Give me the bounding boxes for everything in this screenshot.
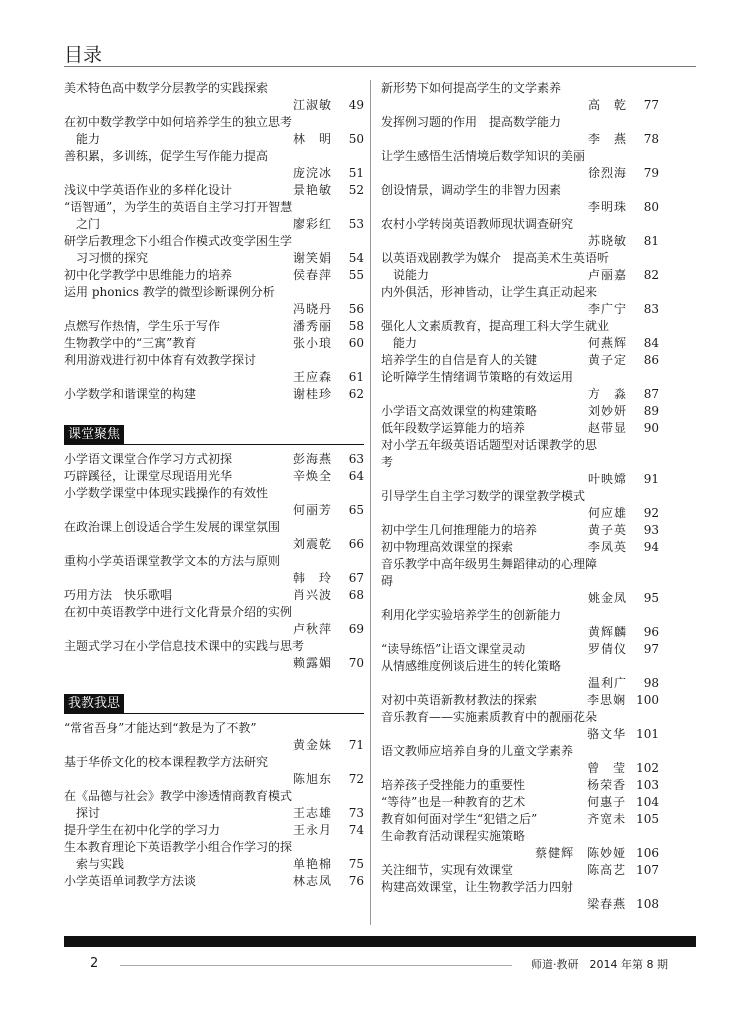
entry-page: 49 [348,98,364,112]
entry-byline-line [381,301,659,318]
entry-author: 温利广 [587,676,627,690]
entry-title-continued: 能力 [76,132,101,146]
entry-page: 62 [348,387,364,401]
entry-byline [293,250,364,267]
entry-author: 李凤英 [587,540,627,554]
entry-byline-line [64,502,364,519]
toc-entry [381,794,659,811]
entry-page: 64 [348,469,364,483]
entry-page: 101 [636,727,659,741]
entry-byline-line [381,471,659,488]
toc-entry [64,604,364,638]
toc-entry [381,318,659,352]
entry-byline [293,335,364,352]
entry-byline [293,386,364,403]
entry-author: 卢丽嘉 [587,268,627,282]
entry-author: 王应森 [292,370,332,384]
section-heading: 课堂聚焦 [64,425,124,445]
entry-author: 卢秋萍 [292,622,332,636]
toc-entry [64,80,364,114]
entry-title-continued: 习习惯的探究 [76,251,149,265]
entry-byline [587,862,659,879]
entry-author: 梁春燕 [587,897,627,911]
entry-author: 曾 莹 [587,761,627,775]
footer-bar [64,936,696,947]
toc-entry [381,556,659,607]
toc-entry [64,148,364,182]
entry-author: 林志凤 [292,874,332,888]
entry-page: 84 [643,336,659,350]
entry-title: 美术特色高中数学分层教学的实践探索 [64,81,269,95]
entry-title: 让学生感悟生活情境后数学知识的美丽 [381,149,586,163]
entry-page: 67 [348,571,364,585]
entry-byline-line [381,590,659,607]
entry-page: 100 [636,693,659,707]
entry-title: 农村小学转岗英语教师现状调查研究 [381,217,574,231]
entry-page: 71 [348,738,364,752]
toc-entry [381,658,659,692]
toc-entry [64,114,364,148]
footer-rule [120,965,512,966]
toc-entry [64,267,364,284]
toc-entry [64,352,364,386]
toc-entry [381,862,659,879]
entry-author: 刘妙妍 [587,404,627,418]
entry-author: 赖露媚 [292,656,332,670]
entry-title: 初中学生几何推理能力的培养 [381,523,538,537]
entry-page: 79 [643,166,659,180]
section-heading: 我教我思 [64,694,124,714]
toc-entry [64,720,364,754]
entry-author: 徐烈海 [587,166,627,180]
entry-title: 引导学生自主学习数学的课堂教学模式 [381,489,586,503]
entry-byline [293,587,364,604]
entry-author: 谢笑娟 [292,251,332,265]
entry-author: 李明珠 [587,200,627,214]
entry-title: 生本教育理论下英语教学小组合作学习的探 [64,840,293,854]
entry-author: 何应雄 [587,506,627,520]
toc-entry [381,488,659,522]
entry-page: 107 [636,863,659,877]
entry-byline [293,468,364,485]
entry-author: 韩 玲 [292,571,332,585]
entry-title: 利用化学实验培养学生的创新能力 [381,608,562,622]
entry-page: 83 [643,302,659,316]
entry-author: 苏晓敏 [587,234,627,248]
entry-author: 骆文华 [587,727,627,741]
entry-title: 初中物理高效课堂的探索 [381,540,514,554]
entry-title: 运用 phonics 教学的微型诊断课例分析 [64,285,275,299]
entry-title: “常省吾身”才能达到“教是为了不教” [64,721,257,735]
toc-entry [381,114,659,148]
entry-title-continued: 能力 [393,336,418,350]
entry-author: 刘震乾 [292,537,332,551]
entry-title: 小学数学课堂中体现实践操作的有效性 [64,486,269,500]
toc-entry [64,873,364,890]
entry-author: 侯春萍 [292,268,332,282]
entry-author: 陈旭东 [292,772,332,786]
entry-title: 内外俱活，形神皆动，让学生真正动起来 [381,285,598,299]
entry-author: 齐宽未 [587,812,627,826]
entry-title: 发挥例习题的作用 提高数学能力 [381,115,562,129]
entry-author: 陈高艺 [587,863,627,877]
toc-entry [64,485,364,519]
entry-page: 61 [348,370,364,384]
entry-author: 罗倩仪 [587,642,627,656]
entry-author: 叶映嫦 [587,472,627,486]
entry-title: 创设情景，调动学生的非智力因素 [381,183,562,197]
entry-page: 98 [643,676,659,690]
entry-title: 教育如何面对学生“犯错之后” [381,812,538,826]
entry-byline-line [64,536,364,553]
entry-title: 音乐教育——实施素质教育中的靓丽花朵 [381,710,598,724]
entry-page: 63 [348,452,364,466]
toc-entry [381,692,659,709]
entry-title: 巧用方法 快乐歌唱 [64,588,173,602]
entry-author: 廖彩红 [292,217,332,231]
title-divider [64,66,696,67]
entry-byline-line [381,131,659,148]
entry-author: 赵带显 [587,421,627,435]
entry-byline-line [64,771,364,788]
entry-byline-line [381,505,659,522]
entry-page: 108 [636,897,659,911]
entry-title: 对小学五年级英语话题型对话课教学的思考 [381,438,598,469]
entry-byline [588,352,659,369]
toc-entry [381,284,659,318]
toc-entry [381,420,659,437]
entry-title: 关注细节，实现有效课堂 [381,863,514,877]
entry-byline-line [381,760,659,777]
entry-byline [588,420,659,437]
entry-author: 王志雄 [292,806,332,820]
entry-byline [293,805,364,822]
entry-author: 何燕辉 [587,336,627,350]
toc-entry [64,638,364,672]
entry-byline-line [381,233,659,250]
entry-byline-line [381,896,659,913]
entry-title: 低年段数学运算能力的培养 [381,421,526,435]
toc-entry [381,369,659,403]
entry-byline-line [64,737,364,754]
entry-page: 58 [348,319,364,333]
entry-page: 68 [348,588,364,602]
page-title: 目录 [64,44,103,66]
entry-page: 80 [643,200,659,214]
entry-title: 在初中数学教学中如何培养学生的独立思考 [64,115,293,129]
entry-author: 蔡健辉 陈妙娅 [535,846,627,860]
entry-byline [588,522,659,539]
toc-entry [381,641,659,658]
entry-author: 庞浣冰 [292,166,332,180]
entry-page: 52 [348,183,364,197]
entry-page: 92 [643,506,659,520]
entry-title: 构建高效课堂，让生物教学活力四射 [381,880,574,894]
toc-entry [64,182,364,199]
entry-page: 89 [643,404,659,418]
entry-title: 音乐教学中高年级男生舞蹈律动的心理障碍 [381,557,598,588]
entry-page: 76 [348,874,364,888]
toc-entry [381,811,659,828]
entry-title: 强化人文素质教育，提高理工科大学生就业 [381,319,610,333]
entry-author: 黄子定 [587,353,627,367]
entry-title: 培养孩子受挫能力的重要性 [381,778,526,792]
toc-entry [64,335,364,352]
entry-title: 从情感维度例谈后进生的转化策略 [381,659,562,673]
entry-title: 初中化学教学中思维能力的培养 [64,268,233,282]
entry-page: 51 [348,166,364,180]
entry-author: 黄子英 [587,523,627,537]
toc-entry [64,553,364,587]
entry-title: 生物教学中的“三寓”教育 [64,336,197,350]
entry-page: 56 [348,302,364,316]
entry-title: 培养学生的自信是育人的关键 [381,353,538,367]
entry-title: 语文教师应培养自身的儿童文学素养 [381,744,574,758]
entry-author: 杨荣香 [587,778,627,792]
entry-page: 97 [643,642,659,656]
entry-byline-line [381,726,659,743]
entry-title: 生命教育活动课程实施策略 [381,829,526,843]
toc-entry [64,318,364,335]
entry-page: 104 [636,795,659,809]
entry-byline [293,267,364,284]
entry-byline [293,216,364,233]
entry-page: 93 [643,523,659,537]
entry-title: 论听障学生情绪调节策略的有效运用 [381,370,574,384]
entry-title: 提升学生在初中化学的学习力 [64,823,221,837]
entry-page: 66 [348,537,364,551]
entry-title: 点燃写作热情，学生乐于写作 [64,319,221,333]
entry-title: “读导练悟”让语文课堂灵动 [381,642,526,656]
entry-author: 高 乾 [587,98,627,112]
entry-title-continued: 索与实践 [76,857,125,871]
entry-title: 基于华侨文化的校本课程教学方法研究 [64,755,269,769]
entry-author: 景艳敏 [292,183,332,197]
entry-page: 106 [636,846,659,860]
entry-author: 黄金妹 [292,738,332,752]
entry-page: 77 [643,98,659,112]
entry-author: 李广宁 [587,302,627,316]
entry-byline [588,335,659,352]
entry-page: 55 [348,268,364,282]
toc-entry [64,587,364,604]
entry-author: 姚金凤 [587,591,627,605]
entry-page: 105 [636,812,659,826]
entry-page: 81 [643,234,659,248]
entry-byline [587,811,659,828]
toc-entry [64,284,364,318]
toc-entry [381,879,659,913]
toc-entry [64,233,364,267]
entry-byline [587,794,659,811]
entry-author: 黄辉麟 [587,625,627,639]
entry-byline-line [381,845,659,862]
entry-page: 54 [348,251,364,265]
toc-entry [381,777,659,794]
entry-title: 新形势下如何提高学生的文学素养 [381,81,562,95]
entry-byline-line [381,675,659,692]
toc-entry [64,386,364,403]
entry-author: 李 燕 [587,132,627,146]
entry-title: 小学英语单词教学方法谈 [64,874,197,888]
toc-right-column [381,80,659,913]
toc-entry [64,199,364,233]
entry-byline [588,641,659,658]
entry-author: 江淑敏 [292,98,332,112]
entry-title: 浅议中学英语作业的多样化设计 [64,183,233,197]
entry-author: 冯晓丹 [292,302,332,316]
page-number: 2 [90,956,99,971]
toc-entry [381,828,659,862]
entry-author: 潘秀丽 [292,319,332,333]
entry-author: 肖兴波 [292,588,332,602]
entry-title: 在《品德与社会》教学中渗透情商教育模式 [64,789,293,803]
toc-entry [381,352,659,369]
entry-byline-line [64,655,364,672]
entry-byline [293,873,364,890]
entry-author: 辛焕全 [292,469,332,483]
entry-page: 78 [643,132,659,146]
entry-page: 96 [643,625,659,639]
entry-page: 74 [348,823,364,837]
entry-page: 102 [636,761,659,775]
toc-entry [64,754,364,788]
entry-byline [293,822,364,839]
entry-author: 彭海燕 [292,452,332,466]
entry-title: 研学后教理念下小组合作模式改变学困生学 [64,234,293,248]
entry-author: 林 明 [292,132,332,146]
toc-entry [64,839,364,873]
entry-byline-line [381,386,659,403]
entry-title: 利用游戏进行初中体育有效教学探讨 [64,353,257,367]
toc-entry [381,80,659,114]
entry-page: 95 [643,591,659,605]
toc-entry [64,451,364,468]
entry-byline [293,856,364,873]
entry-byline [587,692,659,709]
entry-byline [588,539,659,556]
entry-author: 李思娴 [587,693,627,707]
toc-entry [64,519,364,553]
entry-title: 重构小学英语课堂教学文本的方法与原则 [64,554,281,568]
entry-title: 巧辟蹊径，让课堂尽现语用光华 [64,469,233,483]
entry-page: 73 [348,806,364,820]
entry-byline [293,318,364,335]
entry-title: “等待”也是一种教育的艺术 [381,795,526,809]
column-divider [370,80,371,925]
entry-page: 75 [348,857,364,871]
entry-byline-line [64,165,364,182]
entry-author: 张小琅 [292,336,332,350]
entry-title: 以英语戏剧教学为媒介 提高美术生英语听 [381,251,610,265]
toc-entry [381,148,659,182]
entry-title: 在初中英语教学中进行文化背景介绍的实例 [64,605,293,619]
entry-author: 王永月 [292,823,332,837]
entry-byline-line [64,301,364,318]
entry-byline-line [64,570,364,587]
entry-title: 小学数学和谐课堂的构建 [64,387,197,401]
entry-byline [293,131,364,148]
entry-page: 72 [348,772,364,786]
entry-page: 82 [643,268,659,282]
toc-entry [381,182,659,216]
entry-author: 单艳棉 [292,857,332,871]
toc-entry [381,522,659,539]
entry-byline-line [381,97,659,114]
entry-byline-line [64,621,364,638]
toc-left-column [64,80,364,890]
entry-page: 86 [643,353,659,367]
toc-entry [381,607,659,641]
entry-byline [293,182,364,199]
entry-byline-line [381,199,659,216]
toc-entry [381,403,659,420]
entry-title: 小学语文高效课堂的构建策略 [381,404,538,418]
toc-entry [64,468,364,485]
entry-title: “语智通”，为学生的英语自主学习打开智慧 [64,200,293,214]
entry-author: 何丽芳 [292,503,332,517]
entry-byline-line [64,369,364,386]
entry-page: 50 [348,132,364,146]
entry-page: 103 [636,778,659,792]
journal-issue: 师道·教研 2014 年第 8 期 [531,958,668,971]
entry-page: 53 [348,217,364,231]
toc-entry [381,216,659,250]
toc-entry [381,539,659,556]
entry-title-continued: 之门 [76,217,101,231]
entry-title: 小学语文课堂合作学习方式初探 [64,452,233,466]
entry-title: 在政治课上创设适合学生发展的课堂氛围 [64,520,281,534]
entry-page: 69 [348,622,364,636]
entry-page: 70 [348,656,364,670]
entry-page: 91 [643,472,659,486]
toc-entry [64,822,364,839]
toc-entry [381,250,659,284]
entry-byline [588,403,659,420]
entry-author: 谢桂珍 [292,387,332,401]
entry-page: 65 [348,503,364,517]
toc-entry [64,788,364,822]
entry-page: 90 [643,421,659,435]
entry-byline [588,267,659,284]
entry-page: 60 [348,336,364,350]
entry-page: 87 [643,387,659,401]
entry-title-continued: 探讨 [76,806,101,820]
entry-page: 94 [643,540,659,554]
entry-title: 对初中英语新教材教法的探索 [381,693,538,707]
entry-author: 方 淼 [587,387,627,401]
entry-byline-line [64,97,364,114]
entry-title-continued: 说能力 [393,268,430,282]
entry-byline-line [381,624,659,641]
entry-author: 何惠子 [587,795,627,809]
entry-title: 主题式学习在小学信息技术课中的实践与思考 [64,639,305,653]
toc-entry [381,437,659,488]
toc-entry [381,743,659,777]
entry-title: 善积累，多训练，促学生写作能力提高 [64,149,269,163]
entry-byline [587,777,659,794]
entry-byline-line [381,165,659,182]
entry-byline [293,451,364,468]
toc-entry [381,709,659,743]
